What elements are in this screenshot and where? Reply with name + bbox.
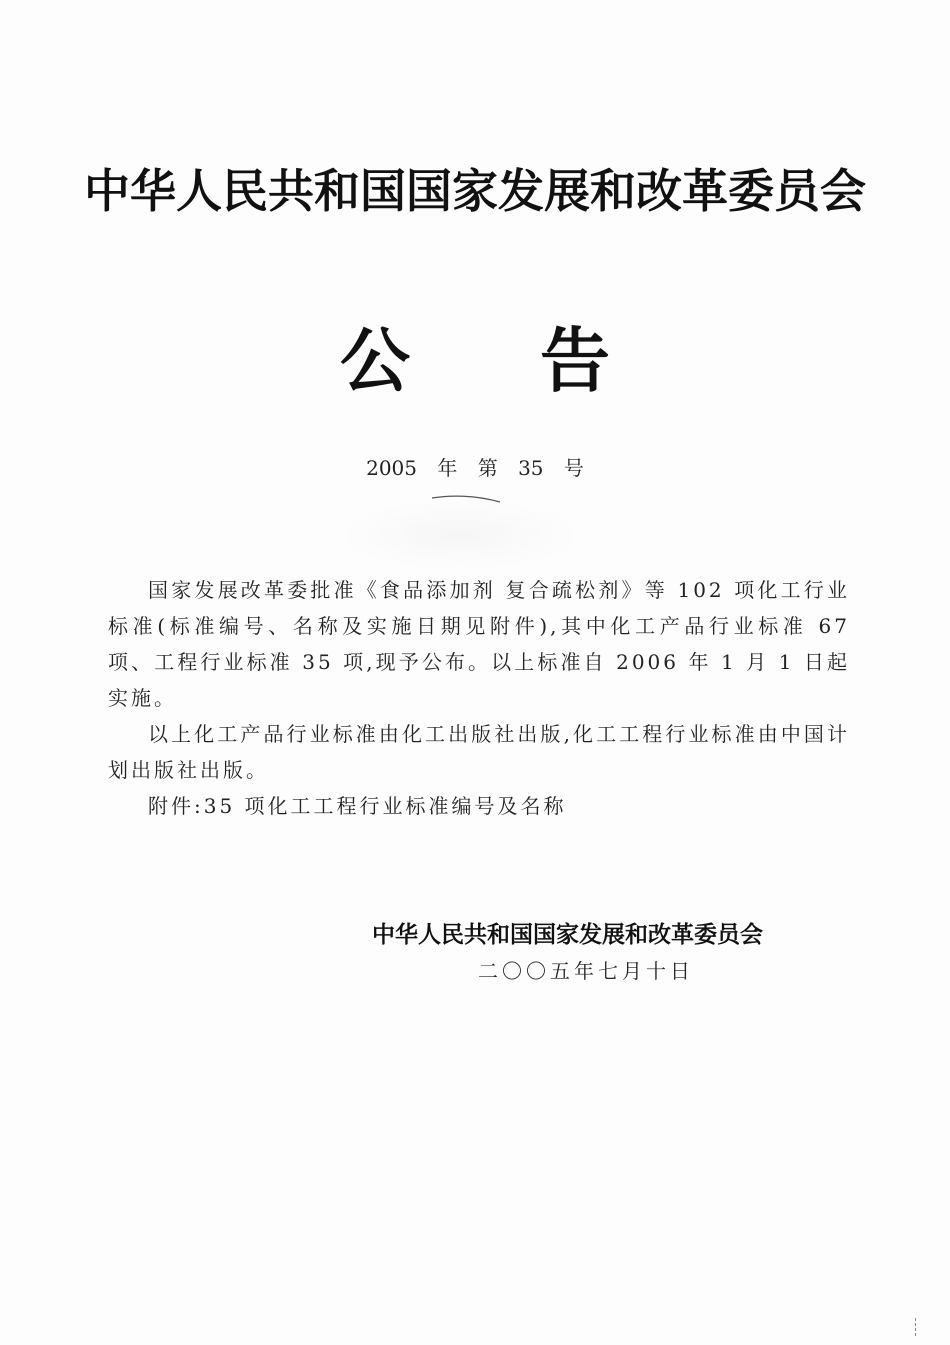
signature-date: 二〇〇五年七月十日 xyxy=(478,959,694,983)
scan-edge-mark xyxy=(915,1318,918,1336)
announcement-body xyxy=(108,572,850,824)
body-paragraph-2: 以上化工产品行业标准由化工出版社出版,化工工程行业标准由中国计划出版社出版。 xyxy=(108,722,850,782)
attachment-line: 附件:35 项化工工程行业标准编号及名称 xyxy=(148,794,567,818)
document-number: 2005 年 第 35 号 xyxy=(366,456,584,480)
body-paragraph-1: 国家发展改革委批准《食品添加剂 复合疏松剂》等 102 项化工行业标准(标准编号、名称及实施日期见附件),其中化工产品行业标准 67 项、工程行业标准 35 项,现予公布。以上标准自 2006 年 1 月 1 日起实施。 xyxy=(108,578,850,710)
scan-smudge xyxy=(340,500,580,570)
issuer-title: 中华人民共和国国家发展和改革委员会 xyxy=(84,164,866,218)
document-type-heading: 公告 xyxy=(340,319,740,402)
signature-issuer: 中华人民共和国国家发展和改革委员会 xyxy=(372,921,763,948)
